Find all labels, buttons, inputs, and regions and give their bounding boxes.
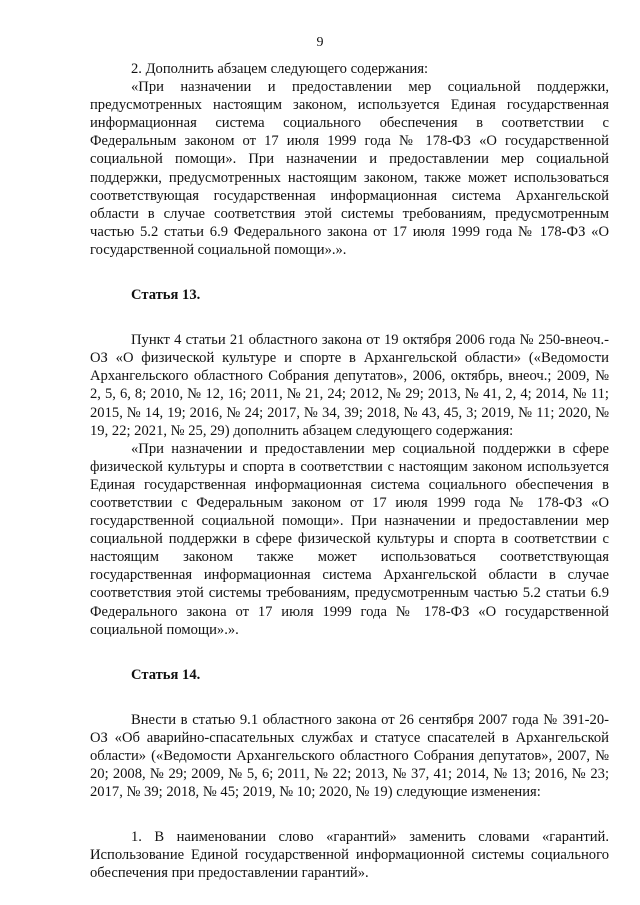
article-13-heading: Статья 13. [131,287,201,304]
paragraph-amendment-item-2: 2. Дополнить абзацем следующего содержания: [131,61,429,77]
document-body [90,60,609,883]
article-14-heading: Статья 14. [131,666,201,683]
paragraph-article-13-intro: Пункт 4 статьи 21 областного закона от 19 октября 2006 года № 250-внеоч.-ОЗ «О физической культуре и спорте в Архангельской области» («Ведомости Архангельского областного Собрания депутатов», 2006, октябрь, внеоч.; 2009, № 2, 5, 6, 8; 2010, № 12, 16; 2011, № 21, 24; 2012, № 29; 2013, № 41, 2, 4; 2014, № 11; 2015, № 14, 19; 2016, № 24; 2017, № 34, 39; 2018, № 43, 45, 3; 2019, № 11; 2020, № 19, 22; 2021, № 25, 29) дополнить абзацем следующего содержания: [90,332,609,439]
page-number: 9 [316,35,324,50]
paragraph-article-14-item-1: 1. В наименовании слово «гарантий» заменить словами «гарантий. Использование Единой государственной информационной системы социального обеспечения при предоставлении гарантий». [90,829,609,882]
paragraph-quoted-social-support-text: «При назначении и предоставлении мер социальной поддержки, предусмотренных настоящим законом, используется Единая государственная информационная система социального обеспечения в соответствии с Федеральным законом от 17 июля 1999 года № 178-ФЗ «О государственной социальной помощи». При назначении и предоставлении мер социальной поддержки, предусмотренных настоящим законом, также может использоваться соответствующая государственная информационная система Архангельской области в случае соответствия этой системы требованиям, предусмотренным частью 5.2 статьи 6.9 Федерального закона от 17 июля 1999 года № 178-ФЗ «О государственной социальной помощи».». [90,79,609,258]
paragraph-article-13-quoted-text: «При назначении и предоставлении мер социальной поддержки в сфере физической культуры и спорта в соответствии с настоящим законом используется Единая государственная информационная система социального обеспечения в соответствии с Федеральным законом от 17 июля 1999 года № 178-ФЗ «О государственной социальной помощи». При назначении и предоставлении мер социальной поддержки в сфере физической культуры и спорта в соответствии с настоящим законом также может использоваться соответствующая государственная информационная система Архангельской области в случае соответствия этой системы требованиям, предусмотренным частью 5.2 статьи 6.9 Федерального закона от 17 июля 1999 года № 178-ФЗ «О государственной социальной помощи».». [90,440,609,638]
paragraph-article-14-intro: Внести в статью 9.1 областного закона от 26 сентября 2007 года № 391-20-ОЗ «Об аварийно-спасательных службах и статусе спасателей в Архангельской области» («Ведомости Архангельского областного Собрания депутатов», 2007, № 20; 2008, № 29; 2009, № 5, 6; 2011, № 22; 2013, № 37, 41; 2014, № 13; 2016, № 23; 2017, № 39; 2018, № 45; 2019, № 10; 2020, № 19) следующие изменения: [90,711,609,801]
